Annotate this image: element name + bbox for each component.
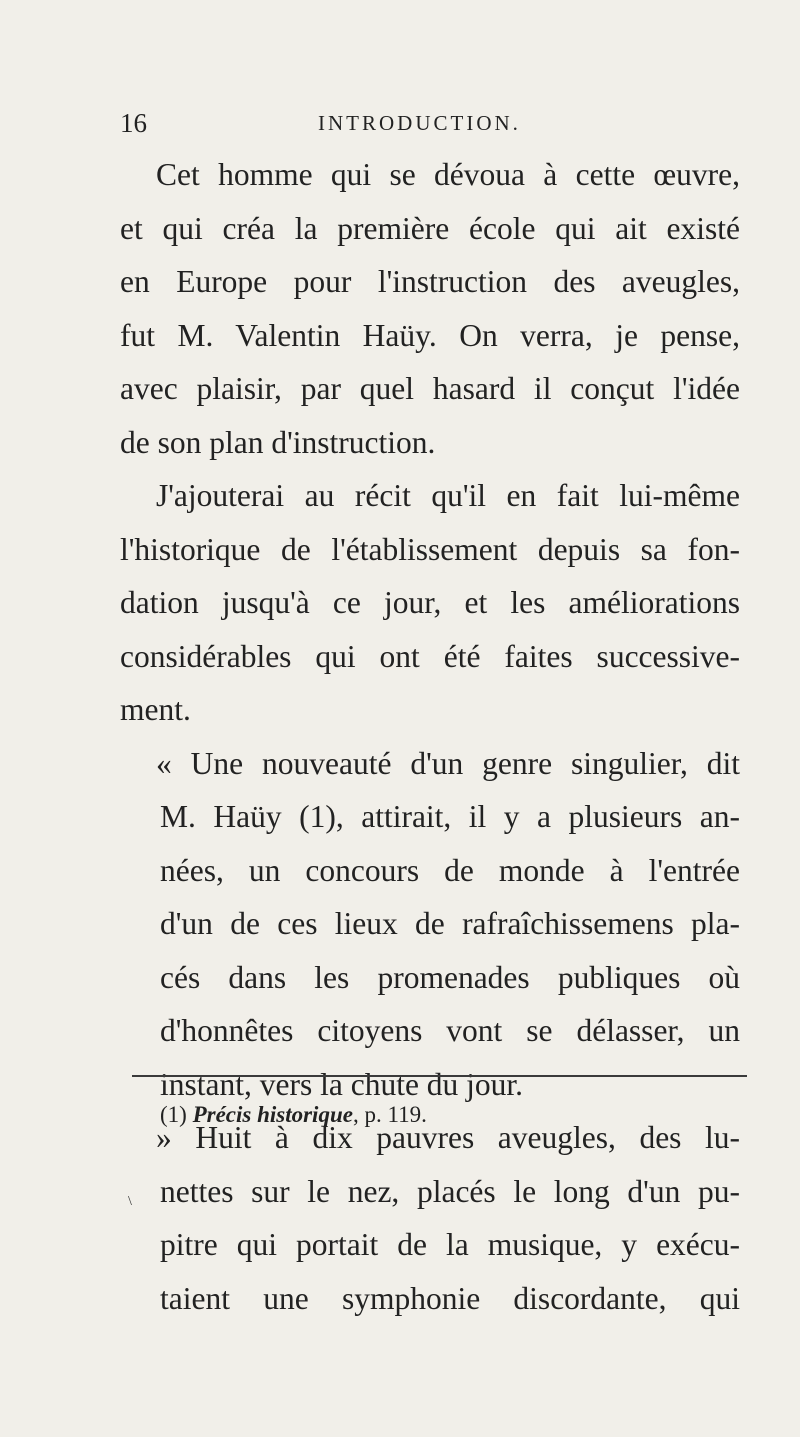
page-number: 16 — [120, 108, 147, 138]
text-line: cés dans les promenades publiques où — [160, 959, 740, 995]
quoted-line — [120, 844, 740, 898]
text-line: ment. — [120, 692, 191, 727]
footnote-rule — [132, 1075, 747, 1077]
quoted-line — [120, 1272, 740, 1326]
text-line: considérables qui ont été faites successive- — [120, 638, 740, 674]
text-line: en Europe pour l'instruction des aveugles, — [120, 264, 740, 299]
text-line: M. Haüy (1), attirait, il y a plusieurs an- — [160, 799, 740, 834]
footnote-title: Précis historique — [192, 1102, 353, 1127]
footnote-marker: (1) — [160, 1102, 187, 1127]
text-line: nées, un concours de monde à l'entrée — [160, 852, 740, 888]
text-line: d'honnêtes citoyens vont se délasser, un — [160, 1013, 740, 1048]
text-line: dation jusqu'à ce jour, et les améliorations — [120, 585, 740, 620]
ink-speck: \ — [128, 1194, 132, 1209]
text-line: » Huit à dix pauvres aveugles, des lu- — [156, 1120, 740, 1155]
footnote-ref: , p. 119. — [352, 1102, 427, 1127]
text-line: Cet homme qui se dévoua à cette œuvre, — [156, 157, 740, 192]
quoted-line — [120, 951, 740, 1005]
quoted-line — [120, 790, 740, 844]
quoted-line — [120, 1004, 740, 1058]
quoted-line — [120, 897, 740, 951]
running-title: INTRODUCTION. — [318, 111, 521, 135]
text-line: avec plaisir, par quel hasard il conçut l'idée — [120, 371, 740, 406]
text-line: pitre qui portait de la musique, y exécu- — [160, 1227, 740, 1262]
text-line: « Une nouveauté d'un genre singulier, dit — [156, 745, 740, 781]
text-line: et qui créa la première école qui ait existé — [120, 210, 740, 246]
text-line: taient une symphonie discordante, qui — [160, 1280, 740, 1316]
text-line: d'un de ces lieux de rafraîchissemens pla- — [160, 906, 740, 941]
quoted-line — [120, 1218, 740, 1272]
page-header — [110, 108, 750, 144]
footnote — [160, 1102, 427, 1128]
quoted-line — [120, 1165, 740, 1219]
text-line: fut M. Valentin Haüy. On verra, je pense, — [120, 317, 740, 353]
text-line: de son plan d'instruction. — [120, 424, 436, 460]
text-line: l'historique de l'établissement depuis sa fon- — [120, 531, 740, 567]
body-text — [120, 148, 740, 1325]
text-line: J'ajouterai au récit qu'il en fait lui-même — [156, 478, 740, 513]
text-line: instant, vers la chute du jour. — [160, 1066, 524, 1102]
text-line: nettes sur le nez, placés le long d'un pu- — [160, 1173, 740, 1209]
